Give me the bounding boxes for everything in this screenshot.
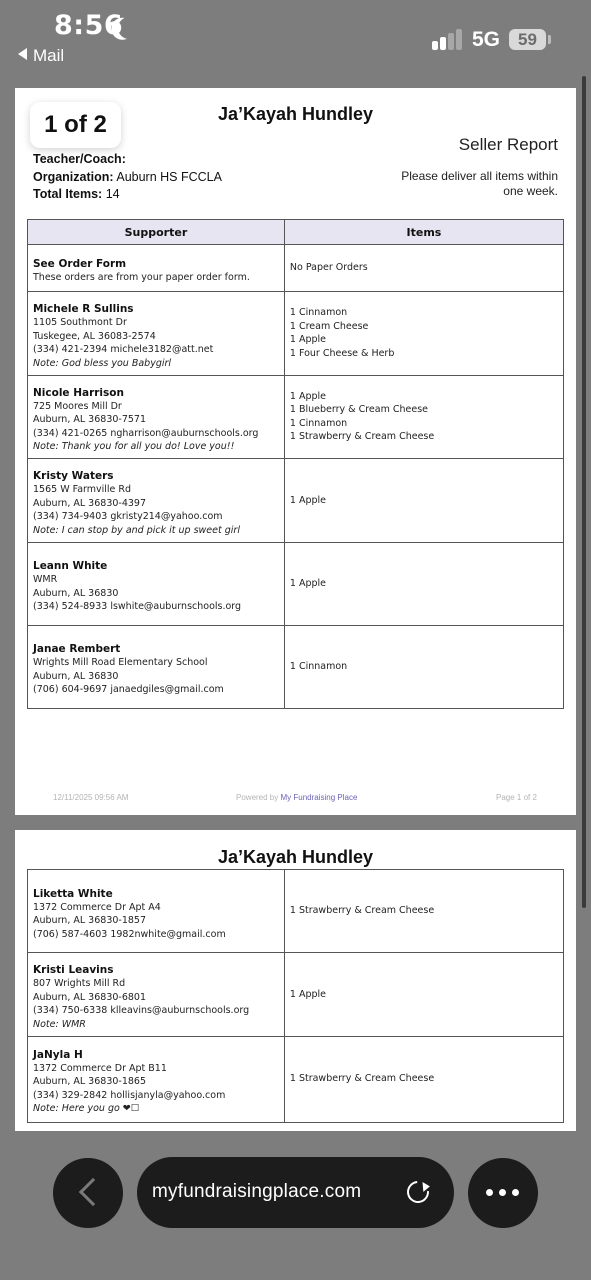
items-cell xyxy=(284,292,563,376)
teacher-row xyxy=(33,152,126,166)
supporter-detail-line: Auburn, AL 36830 xyxy=(33,670,119,682)
supporter-cell xyxy=(28,542,285,625)
item-line: 1 Apple xyxy=(289,334,327,346)
status-bar xyxy=(0,0,591,72)
document-page-2 xyxy=(15,830,576,1131)
order-row xyxy=(28,375,564,459)
scrollbar[interactable] xyxy=(582,76,586,908)
document-page-1 xyxy=(15,88,576,815)
supporter-detail-line: (334) 734-9403 gkristy214@yahoo.com xyxy=(33,511,223,522)
supporter-note: Note: WMR xyxy=(33,1018,86,1030)
supporter-detail-line: Auburn, AL 36830-1865 xyxy=(33,1076,147,1088)
battery-nub xyxy=(548,35,551,44)
item-line: 1 Apple xyxy=(289,988,326,1000)
supporter-detail-line: (334) 421-0265 ngharrison@auburnschools.org xyxy=(33,427,259,439)
supporter-detail-line: (334) 329-2842 hollisjanyla@yahoo.com xyxy=(33,1089,226,1101)
items-cell xyxy=(284,459,563,543)
battery-icon: 59 xyxy=(509,29,546,50)
item-line: 1 Cinnamon xyxy=(289,660,348,672)
orders-table xyxy=(27,219,564,709)
supporter-cell xyxy=(28,375,285,459)
supporter-detail-line: Auburn, AL 36830-1857 xyxy=(33,915,147,927)
supporter-name: Janae Rembert xyxy=(33,643,121,656)
item-line: 1 Apple xyxy=(289,577,327,589)
supporter-detail-line: Wrights Mill Road Elementary School xyxy=(33,657,208,669)
item-line: 1 Cinnamon xyxy=(289,307,348,319)
reload-icon[interactable] xyxy=(403,1177,434,1208)
powered-by-prefix: Powered by xyxy=(236,793,281,802)
items-column-header: Items xyxy=(284,220,563,245)
order-row xyxy=(28,292,564,376)
supporter-cell xyxy=(28,292,285,376)
items-cell xyxy=(284,953,563,1037)
order-row xyxy=(28,953,564,1037)
items-cell xyxy=(284,245,563,292)
supporter-detail-line: 1105 Southmont Dr xyxy=(33,317,127,328)
footer-timestamp: 12/11/2025 09:56 AM xyxy=(53,793,129,802)
items-cell xyxy=(284,1036,563,1122)
address-bar[interactable] xyxy=(137,1157,454,1228)
supporter-name: JaNyla H xyxy=(33,1048,83,1061)
supporter-name: Michele R Sullins xyxy=(33,303,134,315)
more-options-button[interactable] xyxy=(468,1158,538,1228)
supporter-name: Nicole Harrison xyxy=(33,386,124,399)
supporter-detail-line: 807 Wrights Mill Rd xyxy=(33,978,126,989)
supporter-column-header: Supporter xyxy=(28,220,285,245)
supporter-detail-line: 725 Moores Mill Dr xyxy=(33,400,122,412)
orders-table-page2 xyxy=(27,869,564,1123)
organization-row xyxy=(33,170,222,184)
supporter-detail-line: (706) 604-9697 janaedgiles@gmail.com xyxy=(33,684,224,696)
items-cell xyxy=(284,375,563,459)
organization-label: Organization: xyxy=(33,170,114,184)
supporter-detail-line: (706) 587-4603 1982nwhite@gmail.com xyxy=(33,928,226,940)
supporter-detail-line: 1372 Commerce Dr Apt A4 xyxy=(33,901,161,913)
supporter-detail-line: Auburn, AL 36830-7571 xyxy=(33,414,147,425)
supporter-note: Note: Thank you for all you do! Love you!! xyxy=(33,441,235,452)
supporter-detail-line: Auburn, AL 36830-4397 xyxy=(33,497,147,509)
item-line: 1 Cream Cheese xyxy=(289,320,369,332)
back-to-mail-link[interactable] xyxy=(18,46,64,66)
supporter-cell xyxy=(28,625,285,708)
item-line: No Paper Orders xyxy=(289,262,368,274)
supporter-name: Liketta White xyxy=(33,887,113,900)
signal-icon xyxy=(432,28,464,50)
order-row xyxy=(28,542,564,625)
supporter-note: Note: Here you go ❤☐ xyxy=(33,1103,140,1115)
total-items-row xyxy=(33,187,120,201)
items-cell xyxy=(284,625,563,708)
teacher-label: Teacher/Coach: xyxy=(33,152,126,166)
item-line: 1 Blueberry & Cream Cheese xyxy=(289,404,428,416)
supporter-name: See Order Form xyxy=(33,258,127,271)
back-button[interactable] xyxy=(53,1158,123,1228)
item-line: 1 Strawberry & Cream Cheese xyxy=(289,431,435,443)
back-triangle-icon xyxy=(18,48,27,60)
order-row xyxy=(28,459,564,543)
supporter-detail-line: WMR xyxy=(33,574,58,586)
item-line: 1 Strawberry & Cream Cheese xyxy=(289,1073,435,1085)
supporter-cell xyxy=(28,1036,285,1122)
supporter-note: Note: I can stop by and pick it up sweet girl xyxy=(33,524,240,536)
items-cell xyxy=(284,870,563,953)
page-indicator-badge: 1 of 2 xyxy=(30,102,121,148)
seller-name: Ja’Kayah Hundley xyxy=(217,104,374,124)
back-app-label: Mail xyxy=(33,46,65,65)
supporter-detail-line: These orders are from your paper order form. xyxy=(33,272,250,284)
supporter-detail-line: (334) 421-2394 michele3182@att.net xyxy=(33,344,214,355)
footer-page-label: Page 1 of 2 xyxy=(496,793,537,802)
status-time: 8:56 xyxy=(54,10,124,41)
supporter-detail-line: (334) 750-6338 klleavins@auburnschools.org xyxy=(33,1005,250,1016)
supporter-detail-line: Tuskegee, AL 36083-2574 xyxy=(33,330,156,342)
total-items-label: Total Items: xyxy=(33,187,103,201)
supporter-note: Note: God bless you Babygirl xyxy=(33,357,172,369)
supporter-detail-line: (334) 524-8933 lswhite@auburnschools.org xyxy=(33,601,242,613)
item-line: 1 Four Cheese & Herb xyxy=(289,347,395,359)
organization-value: Auburn HS FCCLA xyxy=(116,170,222,184)
supporter-cell xyxy=(28,870,285,953)
item-line: 1 Apple xyxy=(289,390,327,402)
supporter-detail-line: 1565 W Farmville Rd xyxy=(33,484,132,495)
delivery-note: Please deliver all items within one week. xyxy=(401,169,558,198)
total-items-value: 14 xyxy=(105,187,120,201)
more-icon xyxy=(486,1189,520,1197)
network-type: 5G xyxy=(472,28,501,51)
supporter-cell xyxy=(28,245,285,292)
supporter-name: Kristy Waters xyxy=(33,470,114,482)
item-line: 1 Cinnamon xyxy=(289,417,348,429)
supporter-detail-line: Auburn, AL 36830 xyxy=(33,587,119,599)
report-title: Seller Report xyxy=(458,135,558,154)
item-line: 1 Strawberry & Cream Cheese xyxy=(289,905,435,917)
supporter-name: Kristi Leavins xyxy=(33,964,114,976)
order-row xyxy=(28,625,564,708)
seller-name-page2: Ja’Kayah Hundley xyxy=(217,847,374,867)
order-row xyxy=(28,1036,564,1122)
order-row xyxy=(28,870,564,953)
supporter-cell xyxy=(28,459,285,543)
chevron-left-icon xyxy=(79,1178,107,1206)
footer-powered-by xyxy=(236,793,357,802)
powered-by-link[interactable]: My Fundraising Place xyxy=(280,793,358,802)
supporter-detail-line: Auburn, AL 36830-6801 xyxy=(33,991,147,1003)
supporter-name: Leann White xyxy=(33,560,108,573)
url-text: myfundraisingplace.com xyxy=(152,1181,362,1202)
supporter-detail-line: 1372 Commerce Dr Apt B11 xyxy=(33,1062,167,1074)
supporter-cell xyxy=(28,953,285,1037)
order-row xyxy=(28,245,564,292)
items-cell xyxy=(284,542,563,625)
item-line: 1 Apple xyxy=(289,494,327,506)
